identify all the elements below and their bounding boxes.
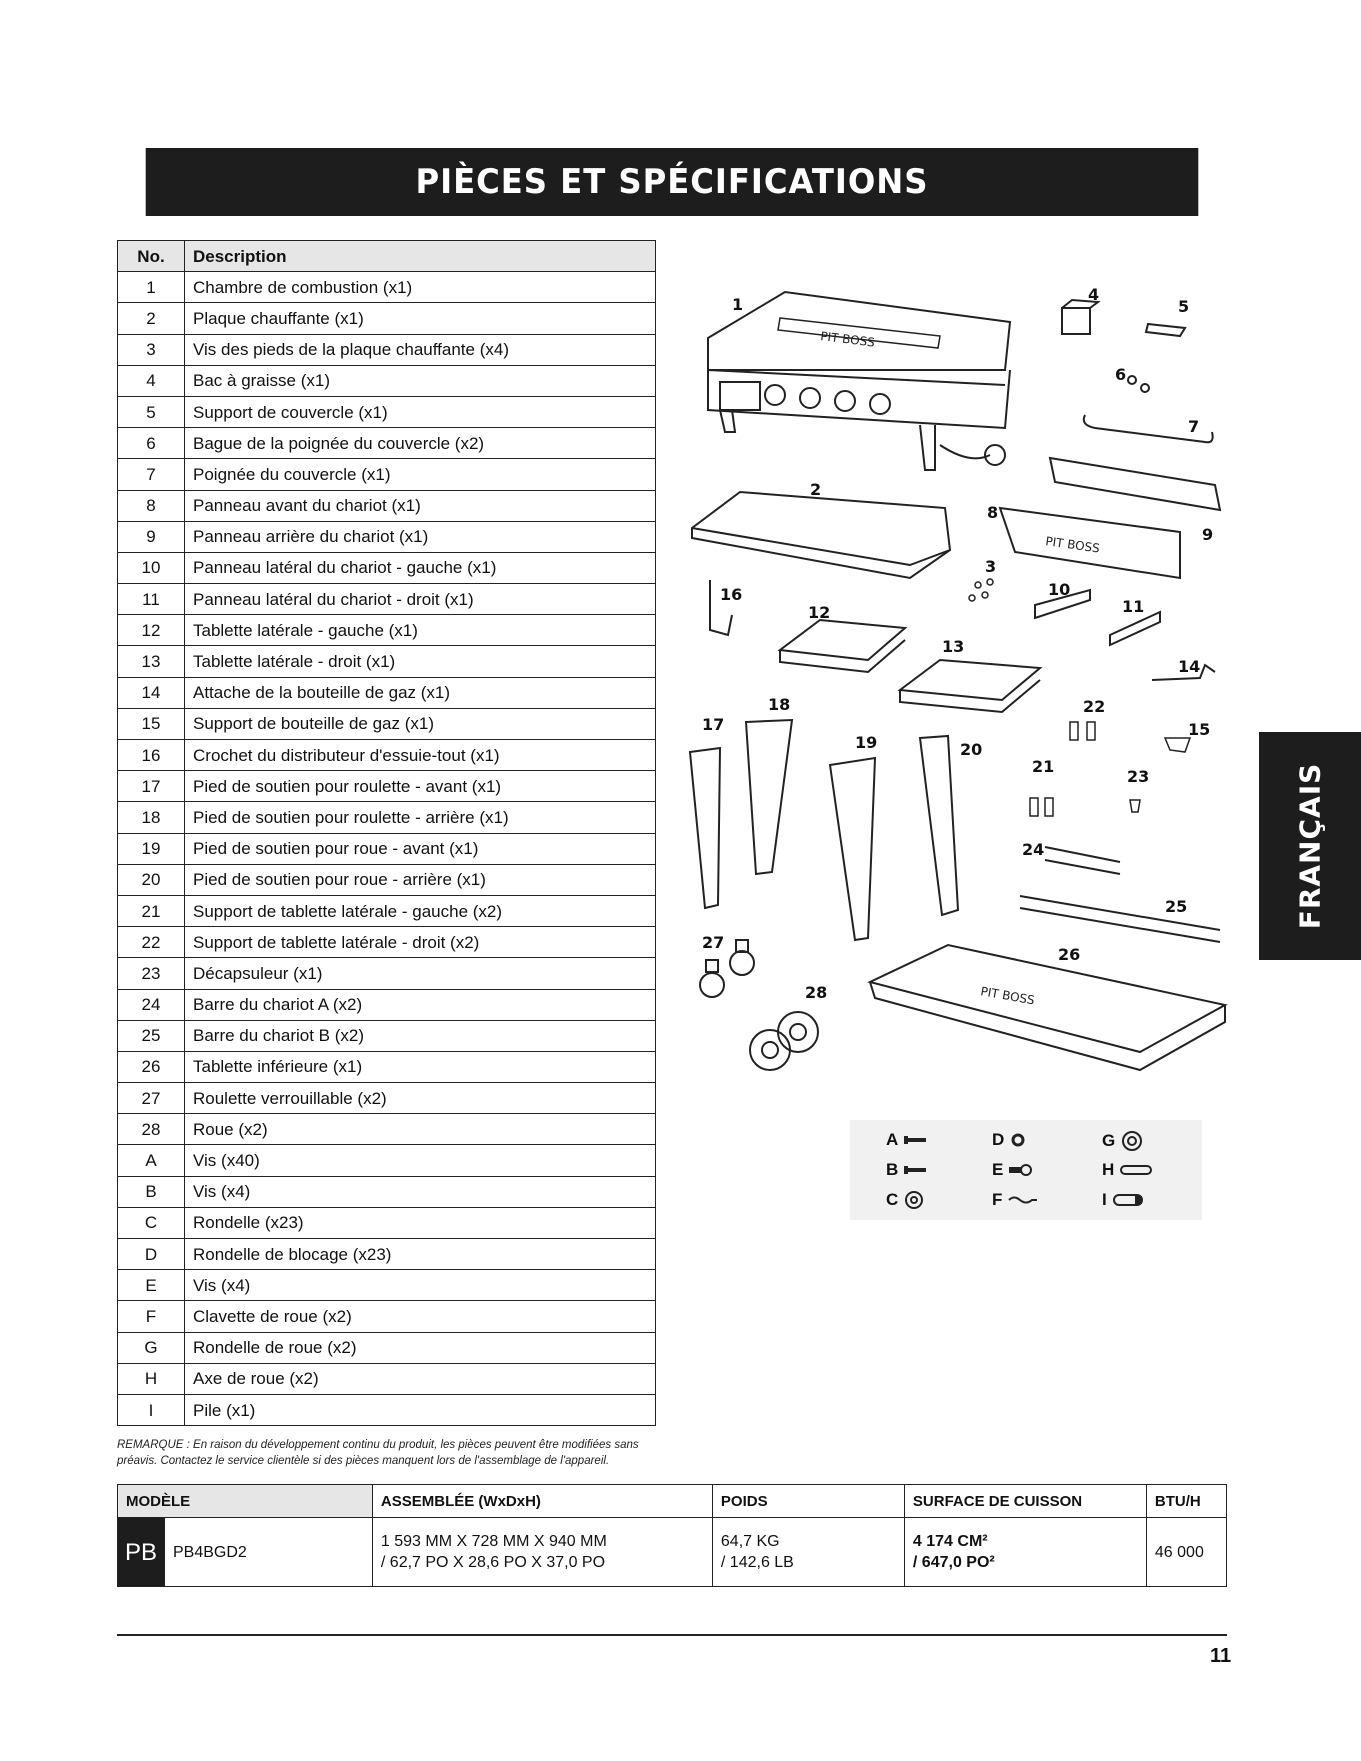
spec-assembled — [372, 1518, 712, 1587]
part-1-brand-text: PIT BOSS — [819, 329, 876, 350]
parts-table-row — [118, 958, 656, 989]
part-number: E — [118, 1270, 185, 1301]
part-description: Roulette verrouillable (x2) — [185, 1083, 656, 1114]
callout-17: 17 — [702, 715, 725, 734]
part-5-lid-support-illustration — [1146, 324, 1185, 336]
part-3-screws-illustration — [969, 579, 993, 601]
part-description: Plaque chauffante (x1) — [185, 303, 656, 334]
axle-icon — [1120, 1164, 1154, 1176]
hardware-e — [992, 1160, 1033, 1180]
part-description: Support de tablette latérale - gauche (x2) — [185, 895, 656, 926]
parts-table-row — [118, 1020, 656, 1051]
parts-table-row — [118, 521, 656, 552]
callout-5: 5 — [1178, 297, 1190, 316]
part-description: Bague de la poignée du couvercle (x2) — [185, 428, 656, 459]
part-description: Pied de soutien pour roulette - avant (x1) — [185, 771, 656, 802]
part-21-left-shelf-bracket-illustration — [1030, 798, 1053, 816]
part-number: I — [118, 1394, 185, 1425]
part-description: Support de tablette latérale - droit (x2) — [185, 927, 656, 958]
part-description: Panneau latéral du chariot - droit (x1) — [185, 584, 656, 615]
part-number: D — [118, 1239, 185, 1270]
part-number: 15 — [118, 708, 185, 739]
spec-weight — [712, 1518, 904, 1587]
parts-table-body — [118, 272, 656, 1426]
screw-icon — [904, 1135, 928, 1145]
part-number: C — [118, 1207, 185, 1238]
spec-assembled-imperial: / 62,7 PO X 28,6 PO X 37,0 PO — [380, 1554, 606, 1571]
callout-7: 7 — [1188, 417, 1200, 436]
part-description: Panneau latéral du chariot - gauche (x1) — [185, 552, 656, 583]
callout-4: 4 — [1088, 285, 1100, 304]
callout-19: 19 — [855, 733, 878, 752]
part-description: Roue (x2) — [185, 1114, 656, 1145]
part-description: Panneau avant du chariot (x1) — [185, 490, 656, 521]
part-number: 10 — [118, 552, 185, 583]
part-number: 18 — [118, 802, 185, 833]
part-28-wheels-illustration — [750, 1012, 818, 1070]
part-description: Pied de soutien pour roulette - arrière (x1) — [185, 802, 656, 833]
header-no: No. — [118, 241, 185, 272]
part-19-front-wheel-leg-illustration — [830, 758, 875, 940]
parts-table-header — [118, 241, 656, 272]
part-23-bottle-opener-illustration — [1130, 800, 1140, 812]
hardware-b-letter: B — [886, 1160, 899, 1179]
part-22-right-shelf-bracket-illustration — [1070, 722, 1095, 740]
spec-assembled-metric: 1 593 MM X 728 MM X 940 MM — [380, 1533, 607, 1550]
wheel-pin-icon — [1008, 1195, 1038, 1205]
washer-icon — [904, 1190, 924, 1210]
part-number: H — [118, 1363, 185, 1394]
part-description: Rondelle de roue (x2) — [185, 1332, 656, 1363]
parts-table-row — [118, 771, 656, 802]
part-number: 6 — [118, 428, 185, 459]
part-description: Pile (x1) — [185, 1394, 656, 1425]
screw-icon — [904, 1165, 928, 1175]
washer-icon — [1121, 1130, 1143, 1152]
parts-table-row — [118, 1114, 656, 1145]
part-number: 23 — [118, 958, 185, 989]
callout-9: 9 — [1202, 525, 1214, 544]
parts-table-row — [118, 864, 656, 895]
part-description: Pied de soutien pour roue - avant (x1) — [185, 833, 656, 864]
callout-21: 21 — [1032, 757, 1055, 776]
parts-table-row — [118, 1332, 656, 1363]
part-number: 24 — [118, 989, 185, 1020]
part-24-cart-bar-a-illustration — [1045, 847, 1120, 862]
callout-3: 3 — [985, 557, 997, 576]
part-description: Rondelle (x23) — [185, 1207, 656, 1238]
parts-table-row — [118, 1145, 656, 1176]
part-20-rear-wheel-leg-illustration — [920, 736, 958, 915]
part-24-cart-bar-a-illustration-2 — [1045, 860, 1120, 874]
hardware-g — [1102, 1130, 1143, 1152]
part-6-bushings-illustration — [1128, 376, 1149, 392]
part-number: 27 — [118, 1083, 185, 1114]
part-number: F — [118, 1301, 185, 1332]
parts-table-row — [118, 396, 656, 427]
spec-header-row — [118, 1485, 1227, 1518]
parts-table-row — [118, 708, 656, 739]
part-number: 13 — [118, 646, 185, 677]
language-tab — [1259, 732, 1361, 960]
parts-table-row — [118, 1051, 656, 1082]
part-1-firebox-illustration — [708, 292, 1010, 470]
hardware-a-letter: A — [886, 1130, 899, 1149]
part-description: Support de bouteille de gaz (x1) — [185, 708, 656, 739]
part-number: 28 — [118, 1114, 185, 1145]
header-description: Description — [185, 241, 656, 272]
spec-header-assembled: ASSEMBLÉE (WxDxH) — [372, 1485, 712, 1518]
callout-28: 28 — [805, 983, 828, 1002]
parts-table-row — [118, 1083, 656, 1114]
part-number: 14 — [118, 677, 185, 708]
spec-header-model: MODÈLE — [118, 1485, 373, 1518]
part-description: Rondelle de blocage (x23) — [185, 1239, 656, 1270]
part-description: Poignée du couvercle (x1) — [185, 459, 656, 490]
footer-divider — [117, 1634, 1227, 1636]
part-description: Tablette inférieure (x1) — [185, 1051, 656, 1082]
parts-table-row — [118, 740, 656, 771]
callout-16: 16 — [720, 585, 743, 604]
part-description: Vis des pieds de la plaque chauffante (x4) — [185, 334, 656, 365]
hardware-i-letter: I — [1102, 1190, 1107, 1209]
parts-table-row — [118, 428, 656, 459]
part-number: 5 — [118, 396, 185, 427]
brand-badge: PB — [118, 1518, 165, 1587]
page-title: PIÈCES ET SPÉCIFICATIONS — [415, 162, 929, 202]
hardware-h-letter: H — [1102, 1160, 1115, 1179]
part-17-front-caster-leg-illustration — [690, 748, 720, 908]
part-description: Tablette latérale - gauche (x1) — [185, 615, 656, 646]
hardware-f-letter: F — [992, 1190, 1003, 1209]
part-description: Chambre de combustion (x1) — [185, 272, 656, 303]
parts-table-row — [118, 584, 656, 615]
parts-table-row — [118, 1207, 656, 1238]
part-number: 4 — [118, 365, 185, 396]
callout-20: 20 — [960, 740, 983, 759]
spec-cooking-imperial: / 647,0 PO² — [912, 1554, 995, 1571]
part-description: Crochet du distributeur d'essuie-tout (x1) — [185, 740, 656, 771]
hardware-d — [992, 1130, 1026, 1150]
part-number: 11 — [118, 584, 185, 615]
part-description: Bac à graisse (x1) — [185, 365, 656, 396]
callout-24: 24 — [1022, 840, 1045, 859]
parts-table-row — [118, 646, 656, 677]
parts-diagram — [680, 260, 1240, 1100]
callout-18: 18 — [768, 695, 791, 714]
language-tab-label: FRANÇAIS — [1293, 762, 1327, 930]
part-number: 19 — [118, 833, 185, 864]
part-description: Panneau arrière du chariot (x1) — [185, 521, 656, 552]
hardware-c-letter: C — [886, 1190, 899, 1209]
part-2-griddle-plate-illustration — [692, 492, 950, 578]
callout-25: 25 — [1165, 897, 1188, 916]
callout-14: 14 — [1178, 657, 1201, 676]
hardware-legend — [850, 1120, 1202, 1220]
part-13-right-shelf-illustration — [900, 660, 1040, 712]
part-number: 26 — [118, 1051, 185, 1082]
part-number: 21 — [118, 895, 185, 926]
part-number: 7 — [118, 459, 185, 490]
part-number: A — [118, 1145, 185, 1176]
callout-1: 1 — [732, 295, 744, 314]
part-description: Barre du chariot A (x2) — [185, 989, 656, 1020]
part-description: Vis (x4) — [185, 1270, 656, 1301]
part-15-gas-bottle-support-illustration — [1165, 738, 1190, 752]
part-description: Support de couvercle (x1) — [185, 396, 656, 427]
parts-table — [117, 240, 656, 1426]
callout-6: 6 — [1115, 365, 1127, 384]
part-description: Axe de roue (x2) — [185, 1363, 656, 1394]
spec-cooking-surface — [904, 1518, 1146, 1587]
part-11-right-side-panel-illustration — [1110, 612, 1160, 645]
spec-table — [117, 1484, 1227, 1587]
hardware-e-letter: E — [992, 1160, 1004, 1179]
part-description: Vis (x40) — [185, 1145, 656, 1176]
part-number: 12 — [118, 615, 185, 646]
part-description: Barre du chariot B (x2) — [185, 1020, 656, 1051]
part-number: 25 — [118, 1020, 185, 1051]
part-8-brand-text: PIT BOSS — [1044, 534, 1101, 556]
part-description: Tablette latérale - droit (x1) — [185, 646, 656, 677]
part-18-rear-caster-leg-illustration — [746, 720, 792, 874]
parts-table-row — [118, 1363, 656, 1394]
battery-icon — [1113, 1193, 1147, 1207]
hardware-d-letter: D — [992, 1130, 1005, 1149]
remark-text: En raison du développement continu du produit, les pièces peuvent être modifiées sans préavis. Contactez le service clientèle si des pièces manquent lors de l'assemblage de l'appareil. — [117, 1439, 639, 1467]
hardware-i — [1102, 1190, 1147, 1210]
callout-27: 27 — [702, 933, 725, 952]
parts-table-row — [118, 303, 656, 334]
lock-washer-icon — [1010, 1132, 1026, 1148]
parts-table-row — [118, 1270, 656, 1301]
part-description: Pied de soutien pour roue - arrière (x1) — [185, 864, 656, 895]
parts-table-row — [118, 615, 656, 646]
part-number: 1 — [118, 272, 185, 303]
part-number: G — [118, 1332, 185, 1363]
parts-table-row — [118, 989, 656, 1020]
hardware-f — [992, 1190, 1038, 1210]
part-number: 17 — [118, 771, 185, 802]
parts-table-row — [118, 459, 656, 490]
callout-26: 26 — [1058, 945, 1081, 964]
part-description: Décapsuleur (x1) — [185, 958, 656, 989]
part-description: Attache de la bouteille de gaz (x1) — [185, 677, 656, 708]
callout-8: 8 — [987, 503, 999, 522]
part-8-front-panel-illustration — [1000, 508, 1180, 578]
part-number: 9 — [118, 521, 185, 552]
part-description: Vis (x4) — [185, 1176, 656, 1207]
spec-weight-metric: 64,7 KG — [720, 1533, 780, 1550]
part-number: B — [118, 1176, 185, 1207]
part-number: 8 — [118, 490, 185, 521]
part-4-grease-tray-illustration — [1062, 300, 1098, 334]
parts-table-row — [118, 552, 656, 583]
page-number: 11 — [1210, 1645, 1232, 1667]
parts-table-row — [118, 677, 656, 708]
parts-table-row — [118, 802, 656, 833]
spec-cooking-metric: 4 174 CM² — [912, 1533, 988, 1550]
remark-label: REMARQUE : — [117, 1439, 194, 1451]
hardware-b — [886, 1160, 928, 1180]
callout-15: 15 — [1188, 720, 1211, 739]
parts-table-row — [118, 1394, 656, 1425]
spec-model: PB4BGD2 — [165, 1518, 373, 1587]
part-number: 2 — [118, 303, 185, 334]
screw-icon — [1009, 1163, 1033, 1177]
hardware-h — [1102, 1160, 1154, 1180]
callout-12: 12 — [808, 603, 831, 622]
callout-22: 22 — [1083, 697, 1106, 716]
callout-13: 13 — [942, 637, 965, 656]
parts-table-row — [118, 1239, 656, 1270]
page-title-banner — [146, 148, 1199, 216]
parts-table-row — [118, 1301, 656, 1332]
callout-11: 11 — [1122, 597, 1145, 616]
spec-header-cooking: SURFACE DE CUISSON — [904, 1485, 1146, 1518]
spec-weight-imperial: / 142,6 LB — [720, 1554, 794, 1571]
part-26-bottom-shelf-illustration — [870, 945, 1225, 1070]
part-12-left-shelf-illustration — [780, 620, 905, 672]
spec-header-weight: POIDS — [712, 1485, 904, 1518]
spec-value-row — [118, 1518, 1227, 1587]
hardware-a — [886, 1130, 928, 1150]
spec-btu: 46 000 — [1146, 1518, 1226, 1587]
spec-header-btu: BTU/H — [1146, 1485, 1226, 1518]
parts-table-row — [118, 833, 656, 864]
parts-table-row — [118, 365, 656, 396]
remark-note — [117, 1437, 662, 1469]
parts-table-row — [118, 895, 656, 926]
parts-table-row — [118, 334, 656, 365]
callout-23: 23 — [1127, 767, 1150, 786]
parts-table-row — [118, 1176, 656, 1207]
hardware-g-letter: G — [1102, 1131, 1116, 1150]
part-9-rear-panel-illustration — [1050, 458, 1220, 510]
part-number: 22 — [118, 927, 185, 958]
hardware-c — [886, 1190, 924, 1210]
parts-table-row — [118, 490, 656, 521]
part-description: Clavette de roue (x2) — [185, 1301, 656, 1332]
part-26-brand-text: PIT BOSS — [979, 984, 1036, 1008]
callout-2: 2 — [810, 480, 822, 499]
part-number: 3 — [118, 334, 185, 365]
parts-table-row — [118, 272, 656, 303]
part-number: 16 — [118, 740, 185, 771]
part-number: 20 — [118, 864, 185, 895]
callout-10: 10 — [1048, 580, 1071, 599]
parts-table-row — [118, 927, 656, 958]
